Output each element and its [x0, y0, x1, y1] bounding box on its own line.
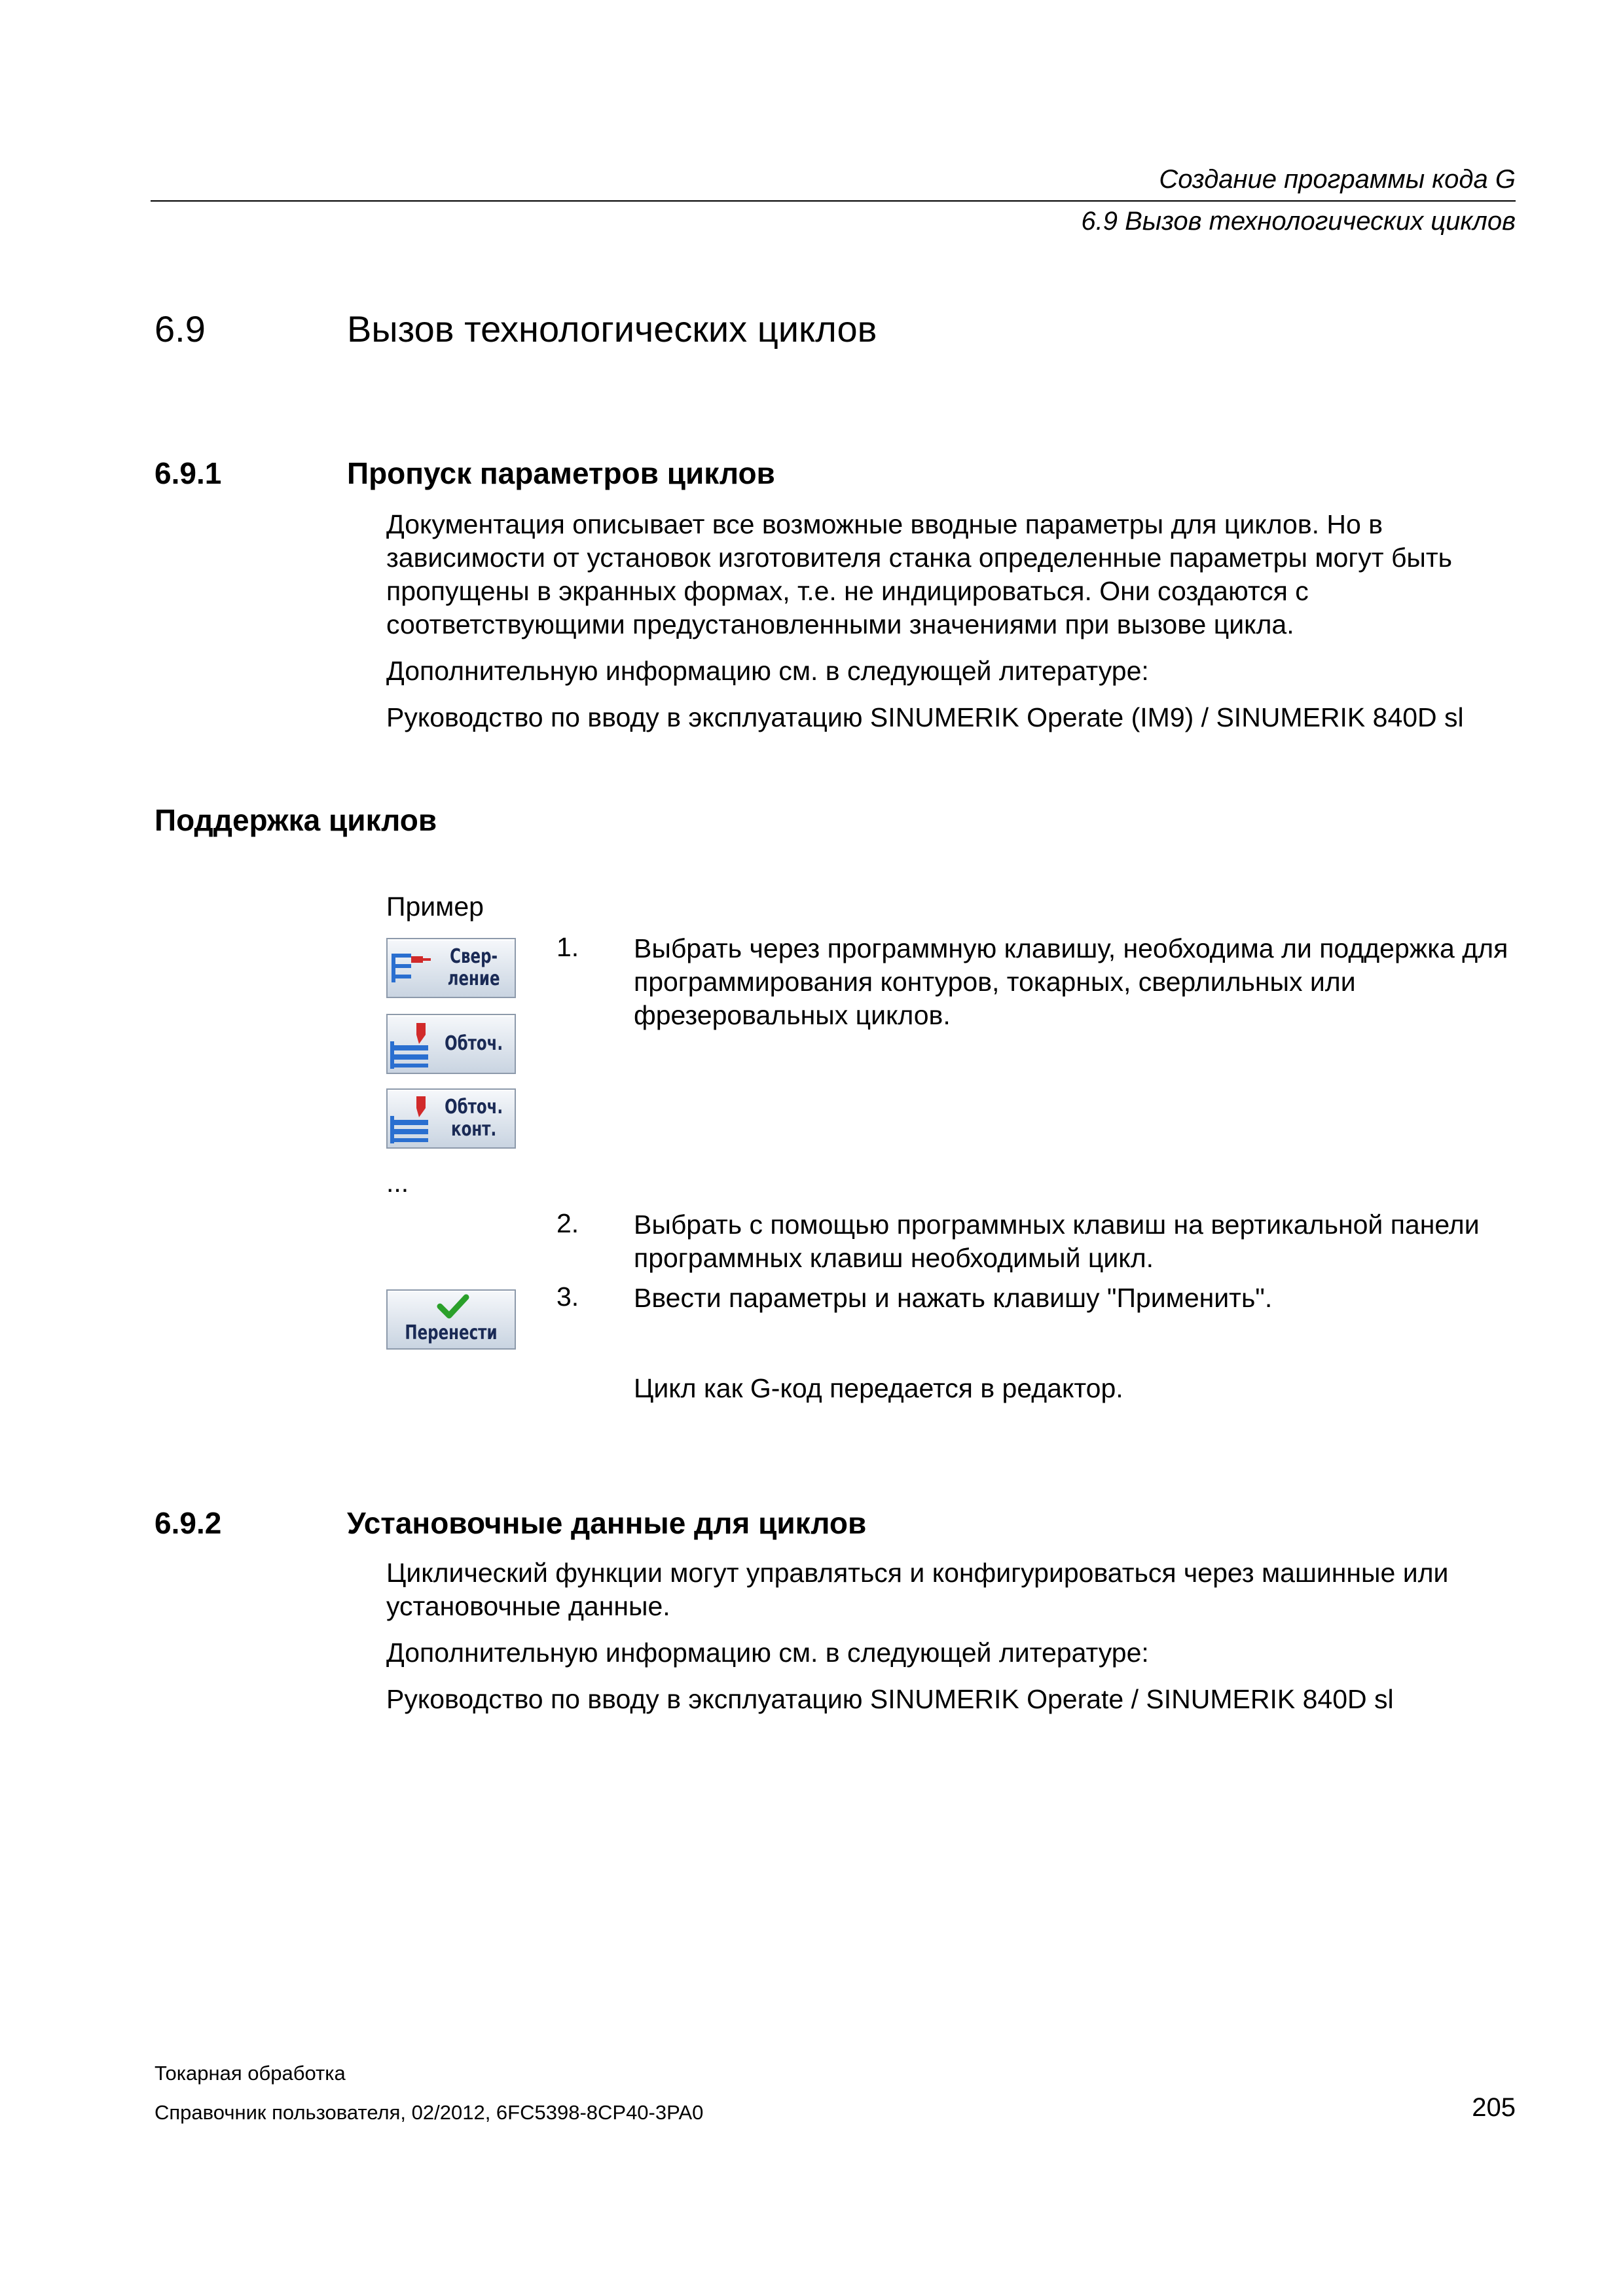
page-number: 205 — [1472, 2093, 1516, 2122]
subsection-2-body — [386, 1556, 1512, 1716]
softkey-label: Обточ. конт. — [445, 1096, 503, 1141]
turning-softkey[interactable] — [386, 1014, 516, 1074]
turning-icon — [388, 1015, 440, 1073]
subsection-title-1: Пропуск параметров циклов — [347, 456, 775, 490]
softkey-label: Свер- ление — [447, 945, 500, 990]
section-title: Вызов технологических циклов — [347, 308, 877, 350]
section-number: 6.9 — [155, 308, 206, 350]
checkmark-icon — [388, 1291, 517, 1323]
subsection-1-body — [386, 508, 1512, 734]
example-label: Пример — [386, 891, 484, 922]
paragraph: Документация описывает все возможные вводные параметры для циклов. Но в зависимости от установок изготовителя станка определенные параметры могут быть пропущены в экранных формах, т.е. не индицироваться. Они создаются с соответствующими предустановленными значениями при вызове цикла. — [386, 509, 1453, 639]
paragraph: Дополнительную информацию см. в следующей литературе: — [386, 656, 1149, 686]
contour-turning-softkey[interactable] — [386, 1088, 516, 1149]
running-header-chapter: Создание программы кода G — [1159, 165, 1516, 194]
cycle-support-heading: Поддержка циклов — [155, 803, 437, 837]
subsection-title-2: Установочные данные для циклов — [347, 1506, 867, 1540]
subsection-number-1: 6.9.1 — [155, 456, 222, 490]
subsection-number-2: 6.9.2 — [155, 1506, 222, 1540]
step-result: Цикл как G-код передается в редактор. — [634, 1373, 1123, 1403]
drill-icon — [388, 939, 433, 997]
softkey-label: Перенести — [405, 1321, 498, 1344]
softkey-label: Обточ. — [445, 1032, 503, 1055]
step-number: 3. — [556, 1282, 579, 1312]
reference-paragraph: Руководство по вводу в эксплуатацию SINUMERIK Operate (IM9) / SINUMERIK 840D sl — [386, 702, 1464, 732]
paragraph: Дополнительную информацию см. в следующей литературе: — [386, 1638, 1149, 1668]
step-text: Ввести параметры и нажать клавишу "Применить". — [634, 1283, 1273, 1313]
reference-paragraph: Руководство по вводу в эксплуатацию SINUMERIK Operate / SINUMERIK 840D sl — [386, 1684, 1394, 1714]
drilling-softkey[interactable] — [386, 938, 516, 998]
step-text: Выбрать с помощью программных клавиш на вертикальной панели программных клавиш необходимый цикл. — [634, 1210, 1480, 1273]
footer-manual: Справочник пользователя, 02/2012, 6FC5398-8CP40-3PA0 — [155, 2101, 704, 2124]
ellipsis: ... — [386, 1168, 409, 1198]
contour-turning-icon — [388, 1090, 440, 1147]
step-number: 2. — [556, 1208, 579, 1238]
step-number: 1. — [556, 932, 579, 962]
paragraph: Циклический функции могут управляться и конфигурироваться через машинные или установочные данные. — [386, 1558, 1449, 1621]
step-text: Выбрать через программную клавишу, необходима ли поддержка для программирования контуров, токарных, сверлильных или фрезеровальных циклов. — [634, 933, 1508, 1030]
header-rule — [151, 200, 1516, 202]
footer-product: Токарная обработка — [155, 2062, 346, 2085]
accept-softkey[interactable] — [386, 1289, 516, 1350]
running-header-section: 6.9 Вызов технологических циклов — [1081, 207, 1516, 236]
